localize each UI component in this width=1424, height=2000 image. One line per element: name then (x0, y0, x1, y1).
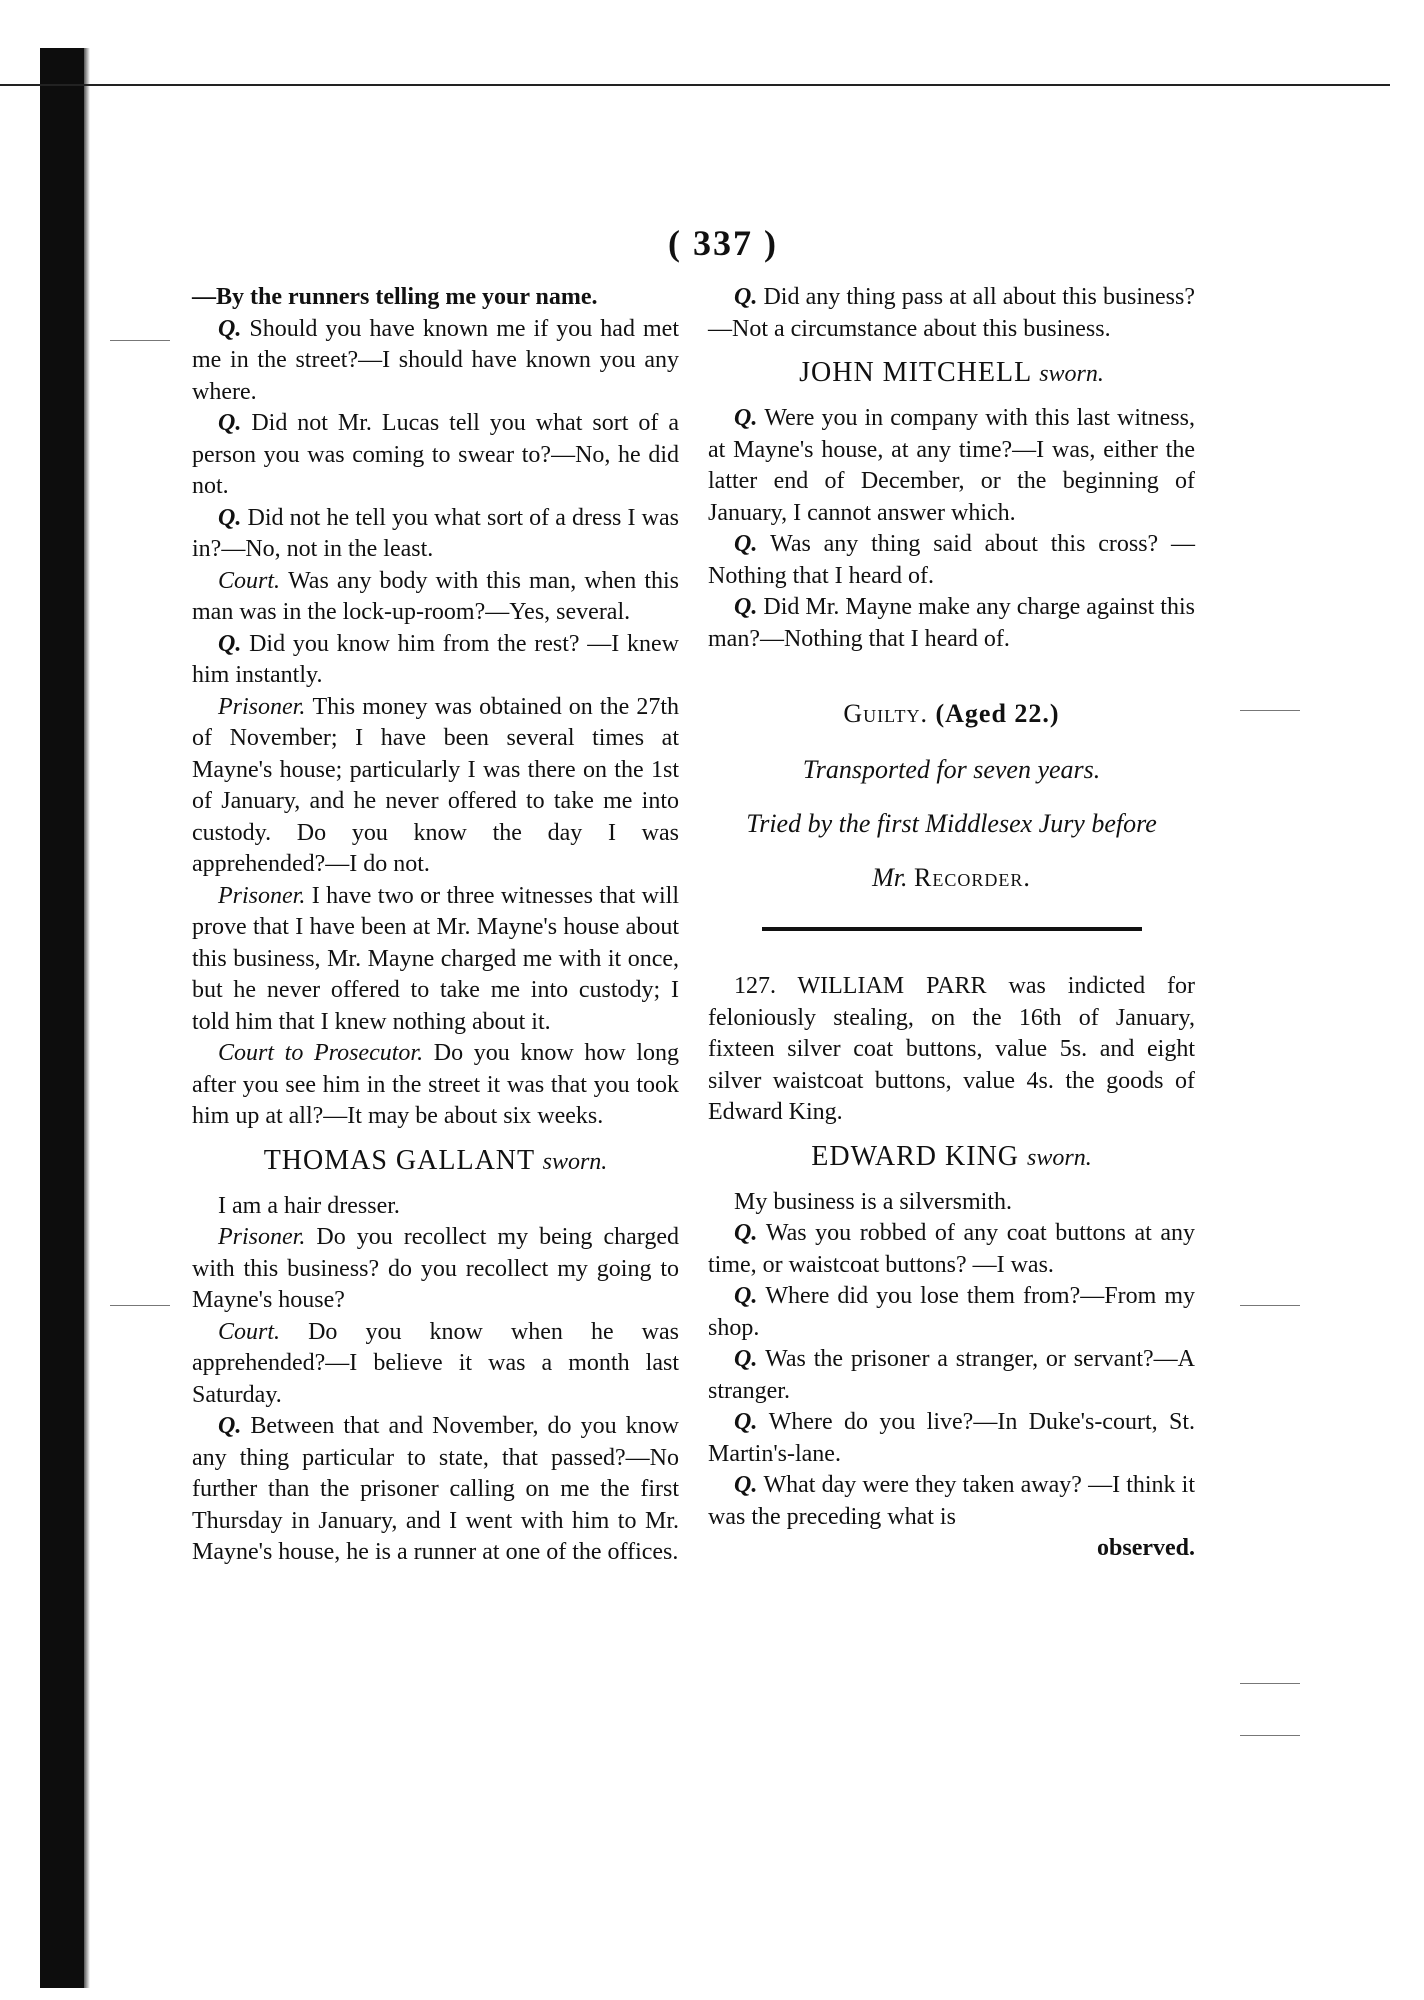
speaker-label: Court. (218, 567, 289, 594)
paragraph (192, 692, 679, 881)
margin-mark (1240, 710, 1300, 711)
paragraph (708, 1470, 1195, 1533)
paragraph (192, 1038, 679, 1133)
witness-name: JOHN MITCHELL (799, 357, 1032, 388)
speaker-label: Prisoner. (218, 693, 313, 720)
speaker-label: Prisoner. (218, 1224, 317, 1250)
paragraph (708, 1344, 1195, 1407)
paragraph (192, 408, 679, 503)
speaker-label: Court to Prosecutor. (218, 1040, 434, 1066)
paragraph (708, 282, 1195, 345)
left-column (192, 282, 679, 1569)
text-run: I am a hair dresser. (218, 1192, 400, 1219)
paragraph (708, 1407, 1195, 1470)
witness-name: EDWARD KING (811, 1140, 1020, 1172)
sentence: Transported for seven years. (802, 755, 1101, 784)
question-marker: Q. (218, 410, 252, 436)
paragraph (192, 629, 679, 692)
text-run: I have two or three witnesses that will prove that I have been at Mr. Mayne's house about this business, Mr. Mayne charged me with it once, but he never offered to take me into custody; I told him that I knew nothing about it. (192, 882, 679, 1035)
recorder-line (708, 863, 1195, 893)
paragraph (192, 1411, 679, 1569)
text-run: Was you robbed of any coat buttons at any time, or waistcoat buttons? —I was. (708, 1220, 1195, 1278)
paragraph (708, 529, 1195, 592)
question-marker: Q. (218, 630, 250, 657)
question-marker: Q. (734, 1220, 766, 1246)
speaker-label: Prisoner. (218, 882, 312, 909)
text-run: Was any thing said about this cross? —Nothing that I heard of. (708, 531, 1195, 589)
text-run: What day were they taken away? —I think it was the preceding what is (708, 1472, 1195, 1530)
text-run: Did not he tell you what sort of a dress I was in?—No, not in the least. (192, 504, 679, 562)
text-run: Did not Mr. Lucas tell you what sort of a person you was coming to swear to?—No, he did not. (192, 410, 679, 499)
recorder-name: Recorder. (914, 863, 1031, 892)
paragraph (708, 1218, 1195, 1281)
text-run: Between that and November, do you know any thing particular to state, that passed?—No further than the prisoner calling on me the first Thursday in January, and I went with him to Mr. Mayne's house, he is a runner at one of the offices. (192, 1413, 679, 1565)
text-run: Do you know when he was apprehended?—I believe it was a month last Saturday. (192, 1318, 680, 1408)
sworn-label: sworn. (1027, 1144, 1092, 1171)
paragraph (192, 566, 679, 629)
question-marker: Q. (734, 405, 765, 431)
paragraph (192, 282, 679, 314)
verdict-guilty: Guilty. (843, 699, 928, 728)
paragraph (192, 881, 679, 1039)
book-binding-shadow (40, 48, 84, 1988)
right-column (708, 282, 1195, 1565)
sworn-label: sworn. (542, 1148, 608, 1175)
paragraph (708, 971, 1195, 1129)
question-marker: Q. (734, 1472, 764, 1498)
margin-mark (1240, 1305, 1300, 1306)
paragraph (192, 503, 679, 566)
text-run: Where did you lose them from?—From my shop. (708, 1283, 1195, 1341)
margin-mark (1240, 1735, 1300, 1736)
verdict-age: (Aged 22.) (935, 699, 1060, 728)
margin-mark (1240, 1683, 1300, 1684)
text-run: Did Mr. Mayne make any charge against this man?—Nothing that I heard of. (708, 594, 1195, 652)
paragraph (192, 1317, 679, 1412)
witness-heading (708, 1141, 1195, 1173)
text-run: Was the prisoner a stranger, or servant?—A stranger. (708, 1346, 1195, 1404)
recorder-prefix: Mr. (872, 863, 915, 892)
page-top-rule (0, 84, 1390, 86)
witness-name: THOMAS GALLANT (263, 1144, 535, 1176)
text-run: Should you have known me if you had met me in the street?—I should have known you any where. (192, 315, 679, 405)
witness-heading (192, 1145, 679, 1177)
speaker-label: Court. (218, 1318, 309, 1345)
page-number: ( 337 ) (668, 223, 778, 263)
paragraph (708, 403, 1195, 529)
question-marker: Q. (218, 1413, 251, 1439)
text-run: Do you know how long after you see him in the street it was that you took him up at all?—It may be about six weeks. (192, 1040, 679, 1129)
text-run: Did you know him from the rest? —I knew him instantly. (192, 630, 680, 688)
question-marker: Q. (734, 284, 764, 310)
sworn-label: sworn. (1039, 361, 1104, 387)
paragraph (708, 1187, 1195, 1219)
section-divider (762, 927, 1142, 931)
question-marker: Q. (734, 531, 771, 557)
question-marker: Q. (734, 1283, 766, 1309)
witness-heading (708, 357, 1195, 389)
tried-by: Tried by the first Middlesex Jury before (746, 809, 1157, 838)
paragraph (708, 592, 1195, 655)
margin-mark (110, 1305, 170, 1306)
question-marker: Q. (734, 1409, 769, 1435)
verdict (708, 699, 1195, 729)
text-run: My business is a silversmith. (734, 1188, 1013, 1215)
text-run: Did any thing pass at all about this business?—Not a circumstance about this business. (708, 284, 1195, 342)
paragraph (192, 1222, 679, 1317)
paragraph (708, 1281, 1195, 1344)
question-marker: Q. (218, 315, 250, 342)
text-run: This money was obtained on the 27th of November; I have been several times at Mayne's house; particularly I was there on the 1st of January, and he never offered to take me into custody. Do you know the day I was apprehended?—I do not. (192, 693, 679, 877)
binding-edge (84, 48, 90, 1988)
paragraph (192, 1191, 679, 1223)
margin-mark (110, 340, 170, 341)
text-run: Where do you live?—In Duke's-court, St. Martin's-lane. (708, 1409, 1195, 1467)
text-run: Was any body with this man, when this man was in the lock-up-room?—Yes, several. (192, 567, 680, 625)
question-marker: Q. (734, 1346, 766, 1372)
question-marker: Q. (218, 504, 248, 531)
text-run: 127. WILLIAM PARR was indicted for feloniously stealing, on the 16th of January, fixteen silver coat buttons, value 5s. and eight silver waistcoat buttons, value 4s. the goods of Edward King. (708, 973, 1195, 1125)
question-marker: Q. (734, 594, 764, 620)
text-run: Do you recollect my being charged with this business? do you recollect my going to Mayne's house? (192, 1224, 679, 1313)
catchword: observed. (1097, 1535, 1195, 1561)
text-run: —By the runners telling me your name. (192, 284, 598, 310)
text-run: Were you in company with this last witness, at Mayne's house, at any time?—I was, either the latter end of December, or the beginning of January, I cannot answer which. (708, 405, 1195, 526)
paragraph (192, 314, 679, 409)
